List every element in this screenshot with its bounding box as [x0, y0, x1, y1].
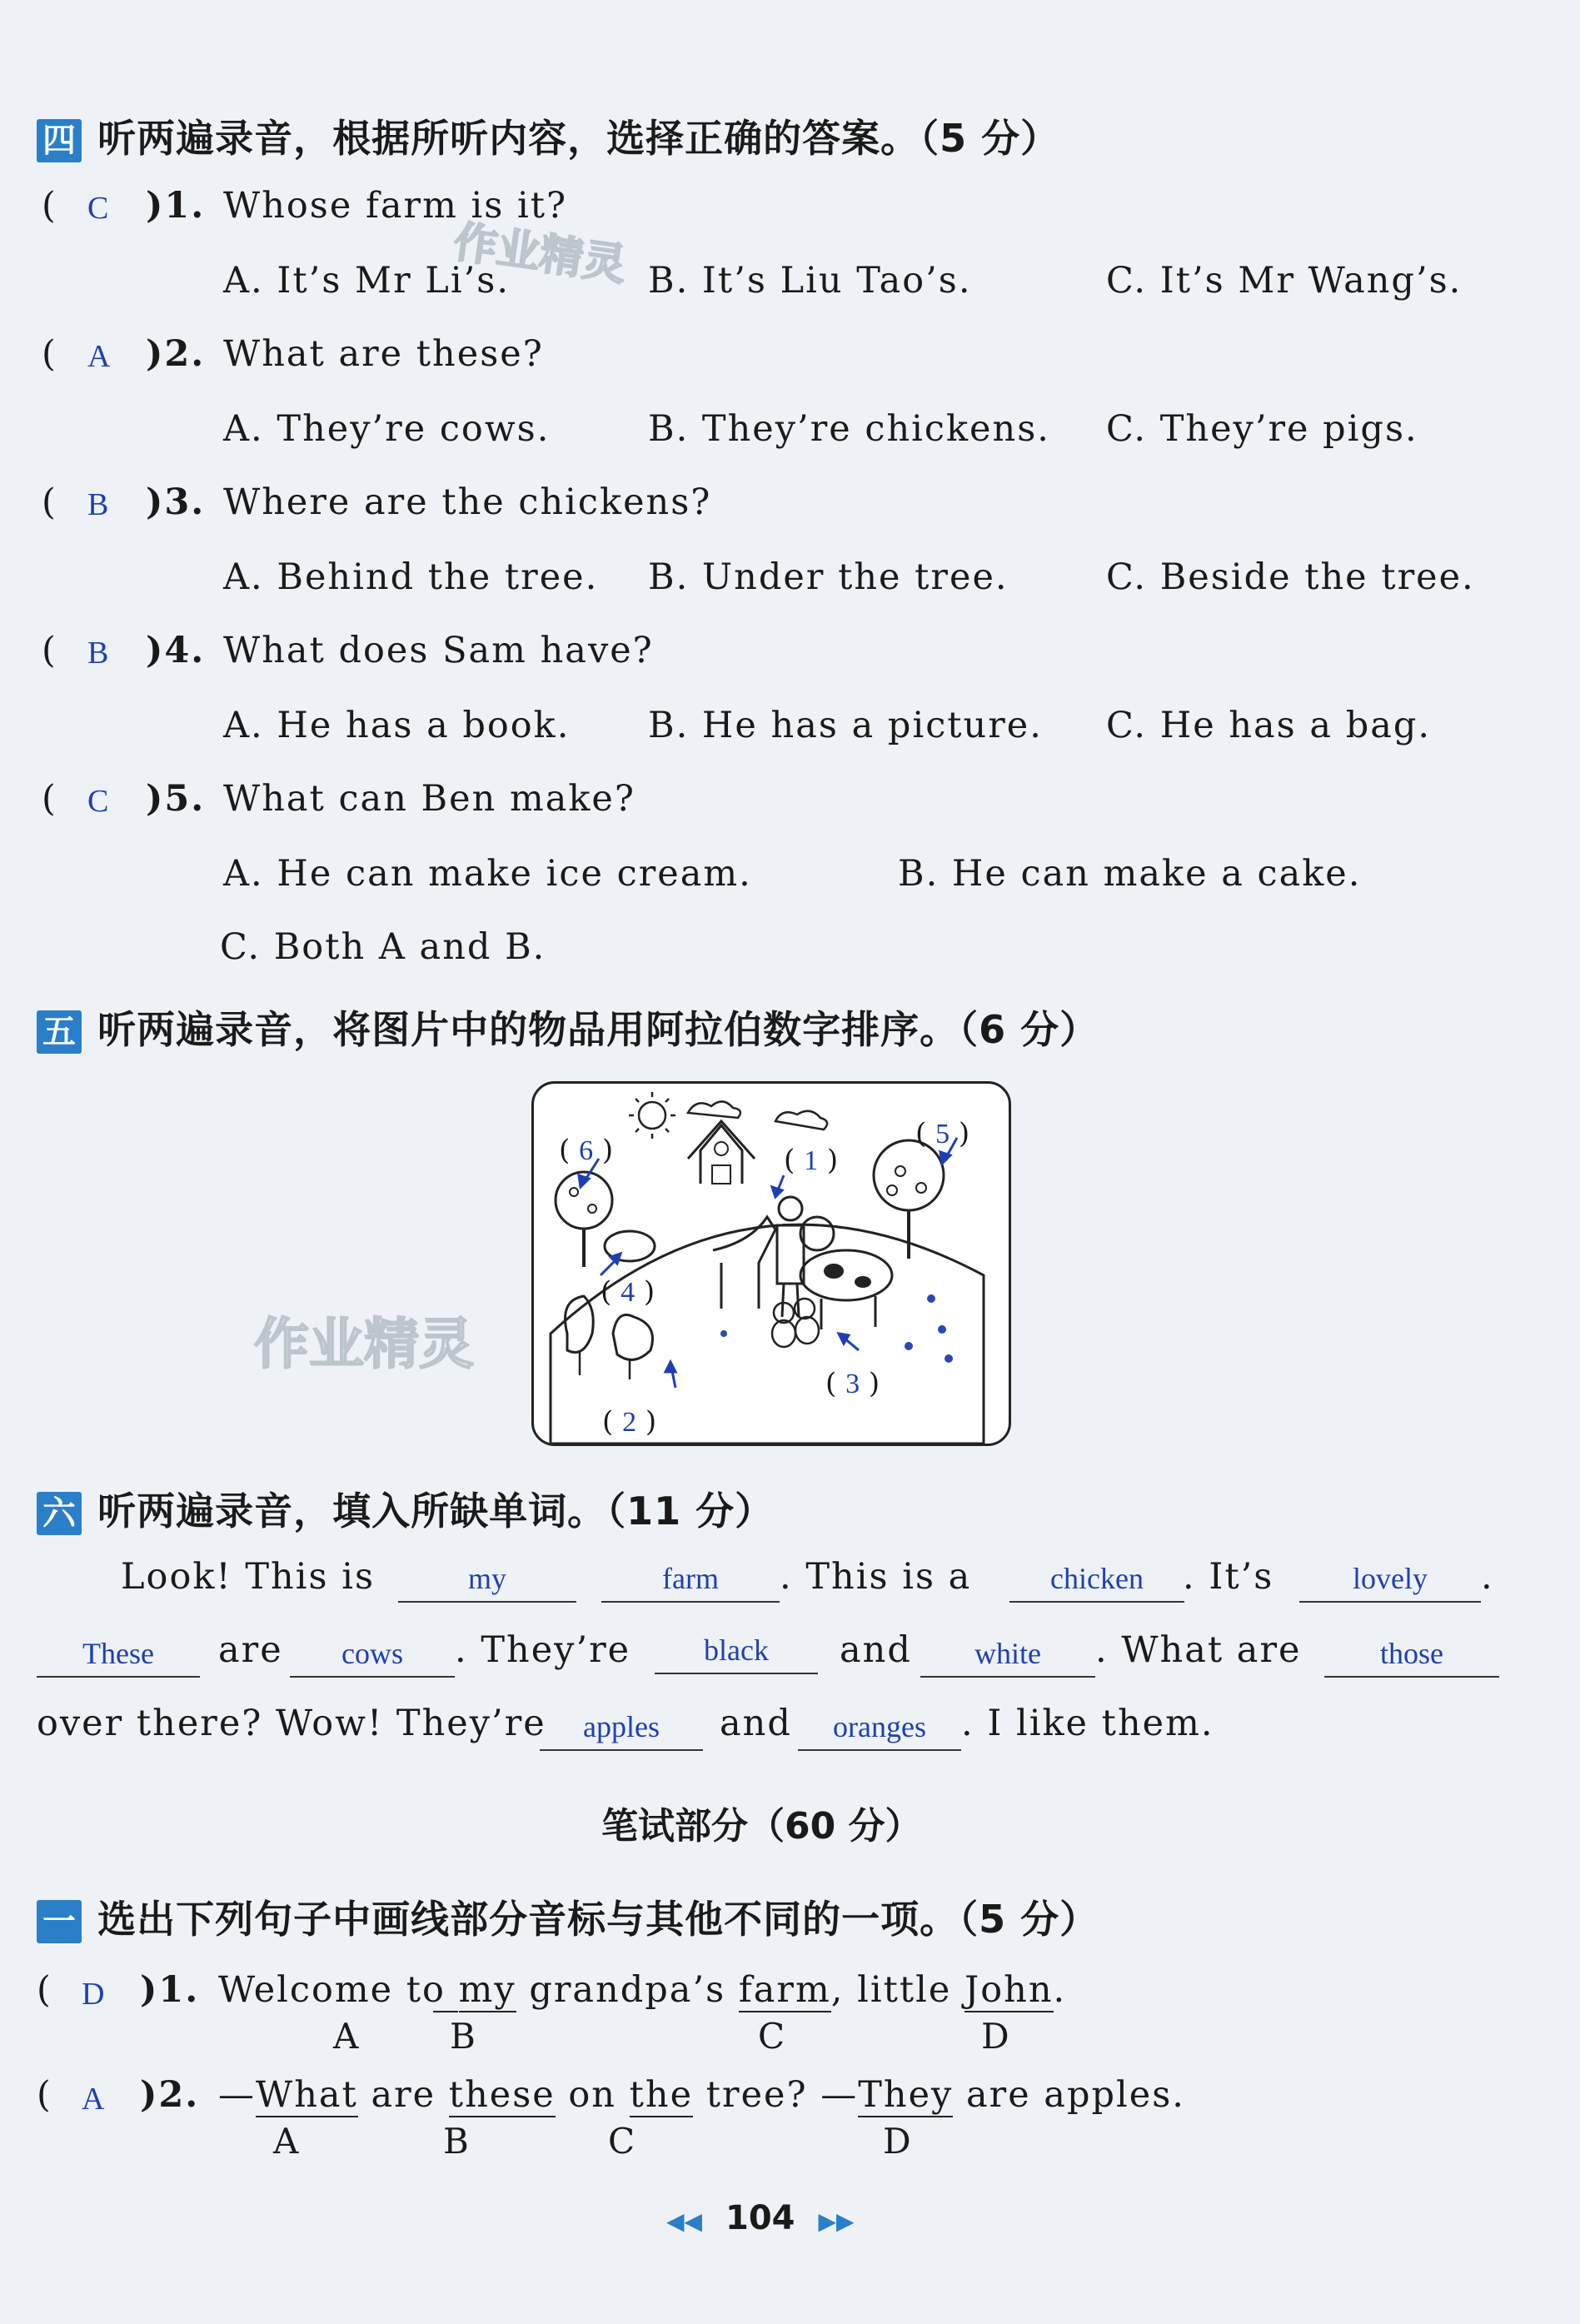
picture-label: ( 5 ) — [915, 1117, 970, 1150]
underlined-word: What — [256, 2074, 358, 2116]
question-text: Whose farm is it? — [223, 185, 568, 227]
sentence — [218, 1969, 1066, 2011]
question-1: ( — [37, 1969, 52, 2011]
section-5-header — [37, 1000, 1099, 1055]
underlined-word: grandpa’s — [529, 1969, 726, 2011]
option-c: C. Beside the tree. — [1106, 556, 1475, 598]
label-number: 5 — [935, 1119, 950, 1150]
option-a: A. He can make ice cream. — [223, 853, 752, 895]
option-c: C. It’s Mr Wang’s. — [1106, 260, 1463, 302]
section-number: 五 — [37, 1010, 82, 1054]
fill-text: over there? Wow! They’re — [37, 1703, 546, 1744]
answer-2: A — [82, 2082, 105, 2117]
question-number: )4. — [146, 630, 206, 671]
question-2: ( — [42, 333, 57, 375]
watermark: 作业精灵 — [254, 1312, 474, 1376]
question-number: )2. — [140, 2074, 200, 2116]
option-letter: B — [450, 2016, 476, 2057]
underlined-word: farm — [738, 1969, 831, 2011]
fill-text: and — [840, 1629, 912, 1671]
underlined-word: my — [458, 1969, 516, 2011]
question-number: )1. — [140, 1969, 200, 2011]
text: Welcome to — [218, 1969, 459, 2011]
picture-label: ( 2 ) — [602, 1405, 657, 1439]
option-a: A. They’re cows. — [223, 408, 551, 450]
fill-text: and — [720, 1703, 792, 1744]
question-text: What can Ben make? — [223, 778, 635, 820]
option-c: C. Both A and B. — [220, 926, 546, 968]
label-number: 3 — [845, 1369, 860, 1399]
underlined-word: these — [448, 2074, 556, 2116]
fill-text: . I like them. — [961, 1703, 1214, 1744]
underlined-word: John — [964, 1969, 1054, 2011]
grandpa-underline — [433, 2011, 458, 2012]
fill-text: . They’re — [455, 1629, 631, 1671]
blank-answer: cows — [290, 1634, 455, 1678]
answer-1: D — [82, 1977, 105, 2012]
question-number: )1. — [146, 185, 206, 227]
option-letter: D — [883, 2121, 911, 2162]
section-1-header — [37, 1889, 1099, 1944]
answer-2: A — [87, 339, 111, 374]
blank-answer: my — [398, 1559, 576, 1603]
fill-text: . It’s — [1183, 1556, 1274, 1598]
underlined-word: They — [858, 2074, 954, 2116]
blank-answer: white — [920, 1634, 1095, 1678]
fill-text: . — [1481, 1556, 1494, 1598]
section-number: 六 — [37, 1492, 82, 1535]
blank-answer: lovely — [1299, 1559, 1481, 1603]
picture-label: ( 3 ) — [825, 1367, 880, 1400]
section-title: 听两遍录音，根据所听内容，选择正确的答案。（5 分） — [97, 116, 1060, 161]
option-letter: B — [443, 2121, 469, 2162]
section-number: 四 — [37, 119, 82, 162]
question-number: )5. — [146, 778, 206, 820]
option-c: C. He has a bag. — [1106, 705, 1432, 746]
fill-text: Look! This is — [121, 1556, 376, 1598]
option-letter: C — [608, 2121, 635, 2162]
blank-answer: These — [37, 1634, 200, 1678]
fill-text: . This is a — [780, 1556, 972, 1598]
section-number: 一 — [37, 1900, 82, 1943]
answer-1: C — [87, 191, 109, 226]
blank-answer: chicken — [1009, 1559, 1184, 1603]
option-b: B. They’re chickens. — [648, 408, 1050, 450]
section-4-header — [37, 108, 1059, 163]
option-letter: C — [758, 2016, 785, 2057]
watermark: 作业精灵 — [451, 217, 630, 292]
page-number: 104 — [725, 2199, 795, 2237]
written-section-title: 笔试部分（60 分） — [601, 1805, 922, 1848]
label-number: 2 — [622, 1407, 637, 1438]
picture-label: ( 6 ) — [559, 1134, 614, 1167]
question-3: ( — [42, 481, 57, 523]
option-letter: A — [333, 2016, 359, 2057]
option-a: A. It’s Mr Li’s. — [223, 260, 511, 302]
option-a: A. He has a book. — [223, 705, 571, 746]
question-5: ( — [42, 778, 57, 820]
question-4: ( — [42, 630, 57, 671]
option-b: B. He can make a cake. — [898, 853, 1362, 895]
blank-answer: those — [1324, 1634, 1499, 1678]
option-b: B. It’s Liu Tao’s. — [648, 260, 972, 302]
question-text: What does Sam have? — [223, 630, 654, 671]
blank-answer: apples — [540, 1708, 703, 1751]
text: are apples. — [953, 2074, 1185, 2116]
label-number: 1 — [804, 1145, 819, 1176]
text: on — [555, 2074, 630, 2116]
question-number: )2. — [146, 333, 206, 375]
section-title: 选出下列句子中画线部分音标与其他不同的一项。（5 分） — [97, 1897, 1099, 1942]
picture-label: ( 4 ) — [601, 1275, 655, 1309]
option-c: C. They’re pigs. — [1106, 408, 1418, 450]
sentence — [218, 2074, 1185, 2116]
text: are — [357, 2074, 449, 2116]
option-letter: A — [273, 2121, 299, 2162]
option-letter: D — [981, 2016, 1009, 2057]
text — [516, 1969, 530, 2011]
farm-picture — [531, 1081, 1011, 1446]
page-footer — [666, 2199, 855, 2237]
question-text: Where are the chickens? — [223, 481, 712, 523]
answer-4: B — [87, 636, 109, 671]
fill-text: are — [218, 1629, 283, 1671]
question-1: ( — [42, 185, 57, 227]
option-a: A. Behind the tree. — [223, 556, 599, 598]
prev-page-icon[interactable]: ◀◀ — [666, 2207, 703, 2235]
picture-label: ( 1 ) — [784, 1144, 839, 1177]
text: , little — [830, 1969, 965, 2011]
underlined-word: the — [629, 2074, 694, 2116]
option-b: B. He has a picture. — [648, 705, 1043, 746]
section-6-header — [37, 1481, 774, 1536]
blank-answer: farm — [601, 1559, 780, 1603]
text: — — [218, 2074, 256, 2116]
blank-answer: oranges — [798, 1708, 961, 1751]
fill-text: . What are — [1095, 1629, 1302, 1671]
label-number: 4 — [621, 1277, 635, 1308]
question-number: )3. — [146, 481, 206, 523]
text: . — [1053, 1969, 1067, 2011]
text: tree? — — [693, 2074, 859, 2116]
answer-5: C — [87, 784, 109, 819]
text — [725, 1969, 739, 2011]
question-text: What are these? — [223, 333, 544, 375]
answer-3: B — [87, 487, 109, 522]
blank-answer: black — [655, 1631, 818, 1674]
label-number: 6 — [579, 1135, 594, 1166]
next-page-icon[interactable]: ▶▶ — [818, 2207, 855, 2235]
option-b: B. Under the tree. — [648, 556, 1009, 598]
section-title: 听两遍录音，填入所缺单词。（11 分） — [97, 1489, 775, 1534]
section-title: 听两遍录音，将图片中的物品用阿拉伯数字排序。（6 分） — [97, 1007, 1099, 1052]
question-2: ( — [37, 2074, 52, 2116]
